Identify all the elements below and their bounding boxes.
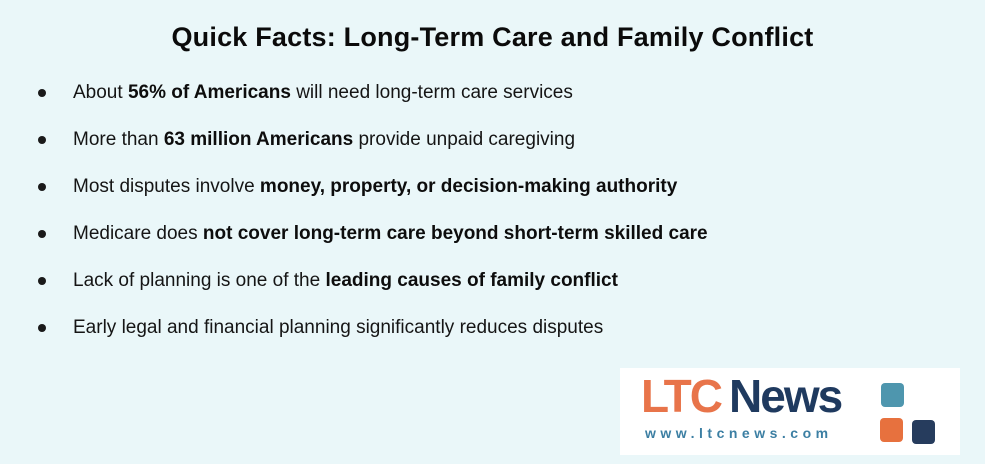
list-item: [38, 116, 938, 163]
logo-square-teal-icon: [881, 383, 904, 407]
bullet-icon: [38, 89, 46, 97]
bullet-text: Most disputes involve money, property, or decision-making authority: [73, 175, 678, 197]
list-item: [38, 69, 938, 116]
logo-wordmark: [641, 370, 841, 422]
bullet-text: Early legal and financial planning significantly reduces disputes: [73, 316, 604, 338]
bullet-text: About 56% of Americans will need long-term care services: [73, 81, 573, 103]
bullet-icon: [38, 136, 46, 144]
bullet-text: Lack of planning is one of the leading causes of family conflict: [73, 269, 618, 291]
bullet-list: [38, 69, 938, 351]
logo-news-text: News: [729, 370, 842, 422]
bullet-text: More than 63 million Americans provide unpaid caregiving: [73, 128, 576, 150]
bullet-icon: [38, 277, 46, 285]
bullet-text: Medicare does not cover long-term care beyond short-term skilled care: [73, 222, 708, 244]
list-item: [38, 257, 938, 304]
list-item: [38, 304, 938, 351]
bullet-icon: [38, 183, 46, 191]
list-item: [38, 163, 938, 210]
bullet-icon: [38, 324, 46, 332]
logo-square-orange-icon: [880, 418, 903, 442]
list-item: [38, 210, 938, 257]
logo-square-navy-icon: [912, 420, 935, 444]
logo-website-url: www.ltcnews.com: [645, 425, 833, 441]
page-title: Quick Facts: Long-Term Care and Family Conflict: [171, 22, 814, 52]
ltc-news-logo: [620, 368, 960, 455]
logo-ltc-text: LTC: [641, 370, 722, 422]
bullet-icon: [38, 230, 46, 238]
